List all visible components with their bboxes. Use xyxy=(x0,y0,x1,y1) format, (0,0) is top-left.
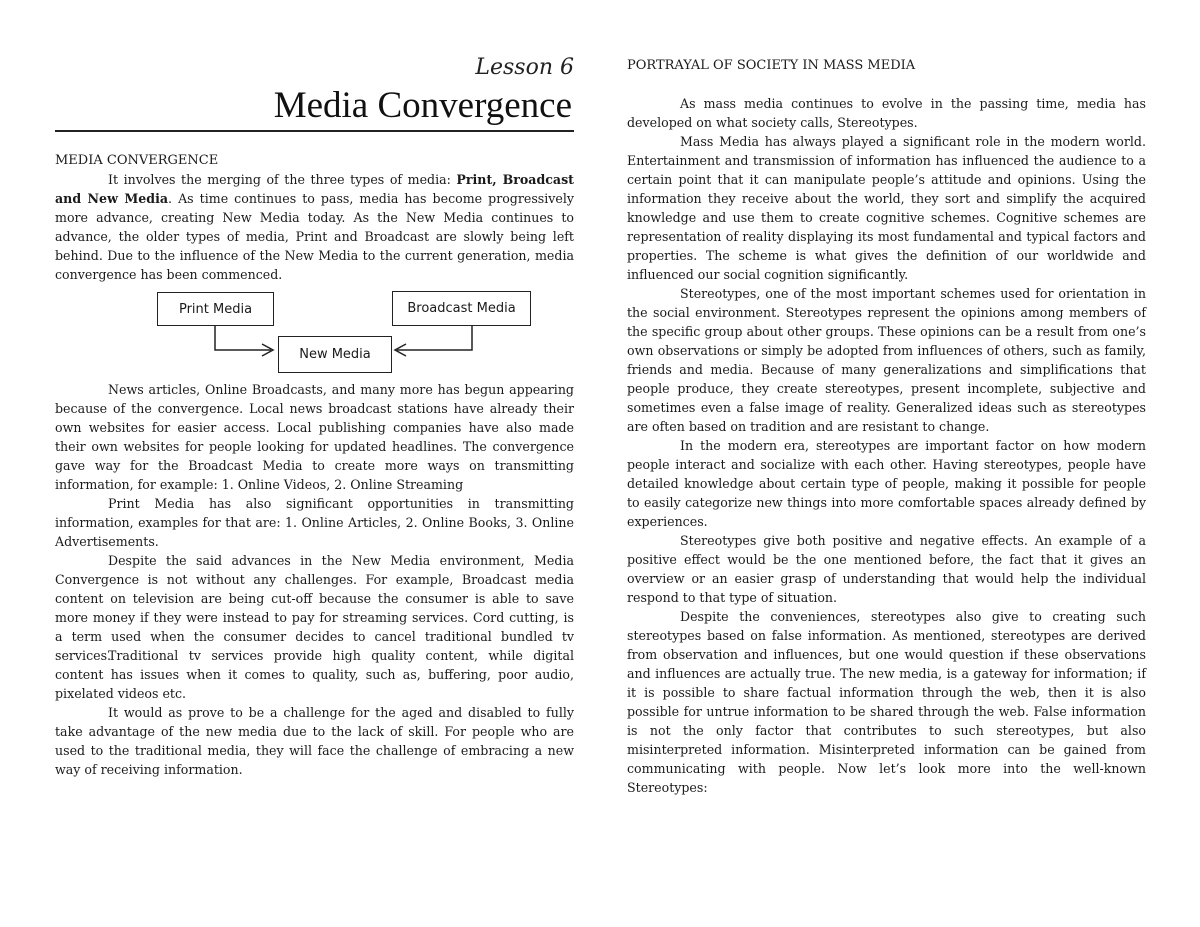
paragraph: Despite the conveniences, stereotypes also give to creating such stereotypes based on false information. As mentioned, stereotypes are derived from observation and influences, but one would question if these observations and influences are actually true. The new media, is a gateway for information; if it is possible to share factual information through the web, then it is also possible for untrue information to be shared through the web. False information is not the only factor that contributes to such stereotypes, but also misinterpreted information. Misinterpreted information can be gained from communicating with people. Now let’s look more into the well-known Stereotypes: xyxy=(627,609,1146,795)
lesson-label: Lesson 6 xyxy=(475,55,574,80)
paragraph: Traditional tv services provide high quality content, while digital content has issues when it comes to quality, such as, buffering, poor audio, pixelated videos etc. xyxy=(55,648,574,701)
intro-rest: . As time continues to pass, media has become progressively more advance, creating New Media today. As the New Media continues to advance, the older types of media, Print and Broadcast are slowly being left behind. Due to the influence of the New Media to the current generation, media convergence has been commenced. xyxy=(55,191,574,282)
print-media-box: Print Media xyxy=(157,292,274,326)
page-title: Media Convergence xyxy=(273,85,572,126)
paragraph: Print Media has also significant opportunities in transmitting information, examples for that are: 1. Online Articles, 2. Online Books, 3. Online Advertisements. xyxy=(55,496,574,549)
paragraph: Despite the said advances in the New Media environment, Media Convergence is not without any challenges. For example, Broadcast media content on television are being cut-off because the consumer is able to save more money if they were instead to pay for streaming services. Cord cutting, is a term used when the consumer decides to cancel traditional bundled tv services. xyxy=(55,553,574,663)
intro-paragraph xyxy=(55,170,574,284)
media-convergence-diagram xyxy=(55,284,574,376)
intro-lead: It involves the merging of the three types of media: xyxy=(108,172,457,187)
section-heading-media-convergence: MEDIA CONVERGENCE xyxy=(55,153,219,168)
title-rule xyxy=(55,130,574,132)
section-heading-portrayal: PORTRAYAL OF SOCIETY IN MASS MEDIA xyxy=(627,58,916,73)
broadcast-media-box: Broadcast Media xyxy=(392,291,531,326)
paragraph: In the modern era, stereotypes are important factor on how modern people interact and socialize with each other. Having stereotypes, people have detailed knowledge about certain type of people, making it possible for people to easily categorize new things into more comfortable spaces already defined by experiences. xyxy=(627,438,1146,529)
paragraph: It would as prove to be a challenge for the aged and disabled to fully take advantage of the new media due to the lack of skill. For people who are used to the traditional media, they will face the challenge of embracing a new way of receiving information. xyxy=(55,705,574,777)
intro-bold-media-types: Print, Broadcast and New Media xyxy=(55,172,574,206)
new-media-box: New Media xyxy=(278,336,392,373)
paragraph: Stereotypes give both positive and negative effects. An example of a positive effect would be the one mentioned before, the fact that it gives an overview or an easier grasp of understanding that would help the individual respond to that type of situation. xyxy=(627,533,1146,605)
paragraph: As mass media continues to evolve in the passing time, media has developed on what society calls, Stereotypes. xyxy=(627,96,1146,130)
paragraph: News articles, Online Broadcasts, and many more has begun appearing because of the convergence. Local news broadcast stations have already their own websites for easier access. Local publishing companies have also made their own websites for people looking for updated headlines. The convergence gave way for the Broadcast Media to create more ways on transmitting information, for example: 1. Online Videos, 2. Online Streaming xyxy=(55,382,574,492)
paragraph: Stereotypes, one of the most important schemes used for orientation in the social environment. Stereotypes represent the opinions among members of the specific group about other groups. These opinions can be a result from one’s own observations or simply be adopted from influences of others, such as family, friends and media. Because of many generalizations and simplifications that people produce, they create stereotypes, present incomplete, subjective and sometimes even a false image of reality. Generalized ideas such as stereotypes are often based on tradition and are resistant to change. xyxy=(627,286,1146,434)
paragraph: Mass Media has always played a significant role in the modern world. Entertainment and transmission of information has influenced the audience to a certain point that it can manipulate people’s attitude and opinions. Using the information they receive about the world, they sort and simplify the acquired knowledge and use them to create cognitive schemes. Cognitive schemes are representation of reality displaying its most fundamental and typical factors and properties. The scheme is what gives the definition of our worldwide and influenced our social cognition significantly. xyxy=(627,134,1146,282)
